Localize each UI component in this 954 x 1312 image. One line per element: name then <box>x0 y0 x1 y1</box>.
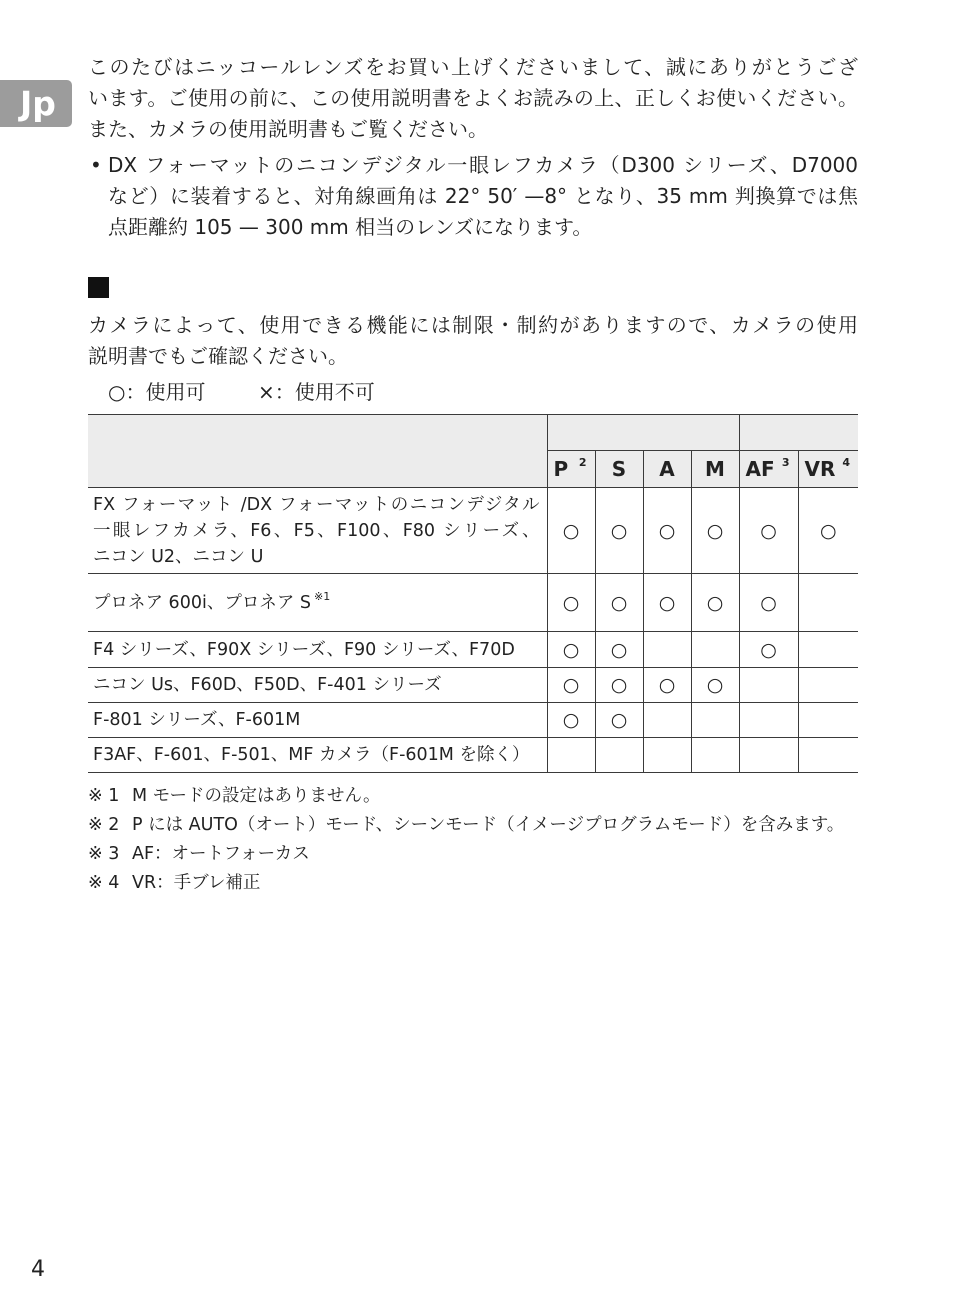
footnote-mark: ※ 2 <box>88 815 120 835</box>
mark-a: ○ <box>643 574 691 632</box>
legend-available: ○：使用可 <box>108 380 206 404</box>
camera-model-cell <box>88 632 547 668</box>
mark-a <box>643 738 691 773</box>
mark-s: ○ <box>595 488 643 574</box>
bullet-line: など）に装着すると、対角線画角は 22° 50′ —8° となり、35 mm 判換算では焦 <box>108 184 858 208</box>
camera-model-text: F4 シリーズ、F90X シリーズ、F90 シリーズ、F70D <box>93 639 515 660</box>
camera-model-line <box>93 742 540 768</box>
camera-model-cell <box>88 668 547 703</box>
column-header-m <box>691 451 739 488</box>
column-footnote-ref: 4 <box>842 456 850 469</box>
language-tab-label: Jp <box>20 84 56 123</box>
camera-model-line <box>93 492 540 518</box>
mark-m <box>691 738 739 773</box>
column-header-s <box>595 451 643 488</box>
camera-model-cell <box>88 703 547 738</box>
camera-model-text: F3AF、F-601、F-501、MF カメラ（F-601M を除く） <box>93 745 530 765</box>
column-label: S <box>611 457 627 481</box>
mark-vr <box>798 738 858 773</box>
mark-p: ○ <box>547 703 595 738</box>
function-group-header <box>739 415 858 451</box>
table-legend <box>0 377 954 408</box>
footnote <box>88 811 844 840</box>
mark-p: ○ <box>547 574 595 632</box>
mark-af <box>739 703 798 738</box>
bullet-line: DX フォーマットのニコンデジタル一眼レフカメラ（D300 シリーズ、D7000 <box>108 153 858 177</box>
page-number: 4 <box>31 1257 45 1282</box>
bullet-icon: • <box>90 153 102 177</box>
footnote <box>88 840 844 869</box>
mark-s: ○ <box>595 632 643 668</box>
mark-a <box>643 703 691 738</box>
dx-format-note <box>88 150 858 243</box>
footnote-mark: ※ 3 <box>88 844 120 864</box>
column-header-p <box>547 451 595 488</box>
camera-model-text: プロネア 600i、プロネア S <box>93 592 311 613</box>
section-heading-square-icon <box>88 277 109 298</box>
table-row <box>88 668 858 703</box>
mark-s: ○ <box>595 668 643 703</box>
table-row <box>88 738 858 773</box>
footnotes <box>88 782 844 898</box>
camera-column-header <box>88 415 547 488</box>
footnote <box>88 869 844 898</box>
footnote-text: P には AUTO（オート）モード、シーンモード（イメージプログラムモード）を含みます。 <box>132 815 845 835</box>
exposure-mode-group-header <box>547 415 739 451</box>
mark-af: ○ <box>739 488 798 574</box>
mark-p: ○ <box>547 488 595 574</box>
mark-vr: ○ <box>798 488 858 574</box>
mark-a: ○ <box>643 668 691 703</box>
camera-model-line <box>93 544 540 570</box>
camera-model-text: ニコン U2、ニコン U <box>93 546 264 567</box>
footnote-text: AF：オートフォーカス <box>132 844 310 864</box>
mark-af <box>739 738 798 773</box>
column-label: A <box>659 457 675 481</box>
column-label: AF <box>745 457 775 481</box>
dx-format-note-text <box>108 150 858 243</box>
footnote-mark: ※ 1 <box>88 786 120 806</box>
camera-model-cell <box>88 738 547 773</box>
camera-model-line <box>93 637 540 663</box>
column-header-a <box>643 451 691 488</box>
intro-paragraph <box>88 52 858 145</box>
column-label: M <box>705 457 725 481</box>
column-header-vr <box>798 451 858 488</box>
table-header <box>88 415 858 488</box>
footnote-ref: ※1 <box>314 589 331 603</box>
column-footnote-ref: 3 <box>781 456 790 469</box>
intro-line: このたびはニッコールレンズをお買い上げくださいまして、誠にありがとうござ <box>88 55 858 79</box>
bullet-line: 点距離約 105 — 300 mm 相当のレンズになります。 <box>108 215 593 239</box>
legend-unavailable: ×：使用不可 <box>258 380 375 404</box>
camera-model-line <box>93 672 540 698</box>
camera-model-text: FX フォーマット /DX フォーマットのニコンデジタル <box>93 494 540 515</box>
mark-s <box>595 738 643 773</box>
camera-model-cell <box>88 574 547 632</box>
mark-a: ○ <box>643 488 691 574</box>
intro-line: また、カメラの使用説明書もご覧ください。 <box>88 117 488 141</box>
column-footnote-ref: 2 <box>578 456 587 469</box>
mark-m <box>691 632 739 668</box>
column-label: P <box>553 457 569 481</box>
table-row <box>88 632 858 668</box>
compatibility-table <box>88 414 858 773</box>
mark-s: ○ <box>595 703 643 738</box>
camera-model-text: F-801 シリーズ、F-601M <box>93 710 301 730</box>
section-line: カメラによって、使用できる機能には制限・制約がありますので、カメラの使用 <box>88 313 858 337</box>
column-header-af <box>739 451 798 488</box>
mark-s: ○ <box>595 574 643 632</box>
footnote-text: M モードの設定はありません。 <box>132 786 381 806</box>
camera-model-text: ニコン Us、F60D、F50D、F-401 シリーズ <box>93 675 442 695</box>
mark-m: ○ <box>691 574 739 632</box>
column-label: VR <box>804 457 836 481</box>
camera-model-line <box>93 707 540 733</box>
section-line: 説明書でもご確認ください。 <box>88 344 348 368</box>
camera-model-cell <box>88 488 547 574</box>
footnote <box>88 782 844 811</box>
mark-a <box>643 632 691 668</box>
table-row <box>88 488 858 574</box>
camera-model-line <box>93 518 540 544</box>
mark-p: ○ <box>547 632 595 668</box>
intro-line: います。ご使用の前に、この使用説明書をよくお読みの上、正しくお使いください。 <box>88 86 858 110</box>
mark-af: ○ <box>739 632 798 668</box>
mark-af <box>739 668 798 703</box>
mark-m <box>691 703 739 738</box>
camera-model-line <box>93 590 540 616</box>
mark-vr <box>798 632 858 668</box>
mark-m: ○ <box>691 668 739 703</box>
mark-p <box>547 738 595 773</box>
footnote-mark: ※ 4 <box>88 873 120 893</box>
mark-p: ○ <box>547 668 595 703</box>
language-tab <box>0 80 72 127</box>
mark-af: ○ <box>739 574 798 632</box>
table-header-row <box>88 415 858 451</box>
footnote-text: VR：手ブレ補正 <box>132 873 261 893</box>
mark-vr <box>798 574 858 632</box>
table-body <box>88 488 858 773</box>
mark-vr <box>798 703 858 738</box>
camera-model-text: 一眼レフカメラ、F6、F5、F100、F80 シリーズ、 <box>93 520 540 541</box>
mark-vr <box>798 668 858 703</box>
mark-m: ○ <box>691 488 739 574</box>
table-row <box>88 703 858 738</box>
compatibility-intro <box>88 310 858 372</box>
table-row <box>88 574 858 632</box>
